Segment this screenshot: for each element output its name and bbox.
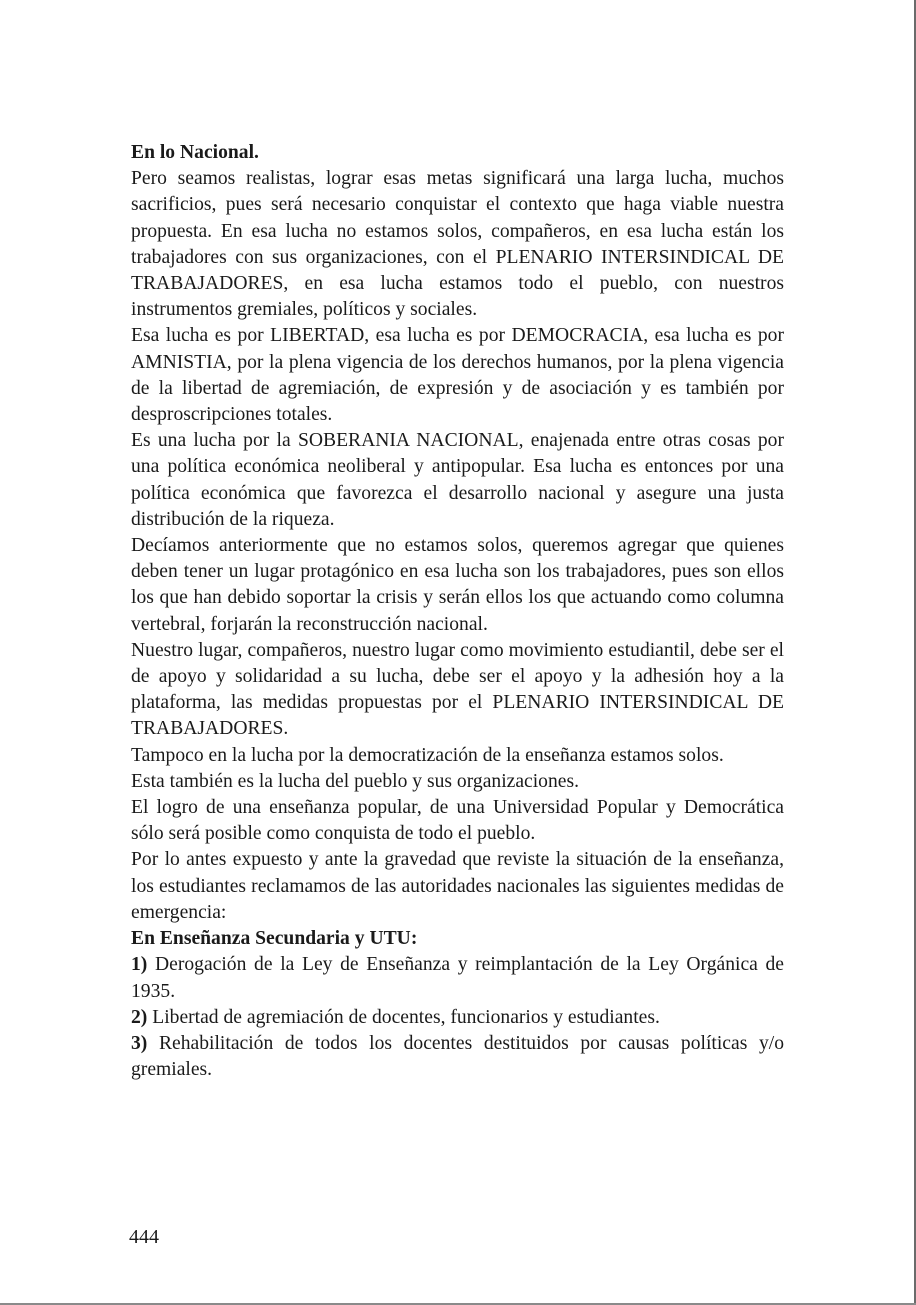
paragraph-1: Pero seamos realistas, lograr esas metas significará una larga lucha, muchos sacrificios, pues será necesario conquistar el contexto que haga viable nuestra propuesta. En esa lucha no estamos solos, compañeros, en esa lucha están los trabajadores con sus organizaciones, con el PLENARIO INTERSINDICAL DE TRABAJADORES, en esa lucha estamos todo el pueblo, con nuestros instrumentos gremiales, políticos y sociales. <box>131 168 784 321</box>
heading-nacional: En lo Nacional. <box>131 142 259 163</box>
paragraph-3: Es una lucha por la SOBERANIA NACIONAL, enajenada entre otras cosas por una política económica neoliberal y antipopular. Esa lucha es entonces por una política económica que favorezca el desarrollo nacional y asegure una justa distribución de la riqueza. <box>131 430 784 530</box>
paragraph-9: Por lo antes expuesto y ante la gravedad que reviste la situación de la enseñanza, los estudiantes reclamamos de las autoridades nacionales las siguientes medidas de emergencia: <box>131 849 784 923</box>
list-item-text: Libertad de agremiación de docentes, funcionarios y estudiantes. <box>152 1006 660 1028</box>
paragraph-5: Nuestro lugar, compañeros, nuestro lugar como movimiento estudiantil, debe ser el de apoyo y solidaridad a su lucha, debe ser el apoyo y la adhesión hoy a la plataforma, las medidas propuestas por el PLENARIO INTERSINDICAL DE TRABAJADORES. <box>131 639 784 740</box>
paragraph-2: Esa lucha es por LIBERTAD, esa lucha es por DEMOCRACIA, esa lucha es por AMNISTIA, por la plena vigencia de los derechos humanos, por la plena vigencia de la libertad de agremiación, de expresión y de asociación y es también por desproscripciones totales. <box>131 325 784 426</box>
list-item-text: Derogación de la Ley de Enseñanza y reimplantación de la Ley Orgánica de 1935. <box>131 954 785 1002</box>
page-number: 444 <box>129 1226 159 1248</box>
list-item-1 <box>131 952 784 1004</box>
heading-secundaria: En Enseñanza Secundaria y UTU: <box>131 928 418 950</box>
paragraph-7: Esta también es la lucha del pueblo y sus organizaciones. <box>131 770 579 792</box>
paragraph-6: Tampoco en la lucha por la democratización de la enseñanza estamos solos. <box>131 744 724 766</box>
list-item-number: 3) <box>131 1032 148 1054</box>
list-item-2 <box>131 1005 784 1031</box>
list-item-3 <box>131 1031 784 1083</box>
list-item-number: 1) <box>131 954 148 976</box>
body-text <box>131 140 784 1083</box>
paragraph-8: El logro de una enseñanza popular, de una Universidad Popular y Democrática sólo será posible como conquista de todo el pueblo. <box>131 797 784 845</box>
paragraph-4: Decíamos anteriormente que no estamos solos, queremos agregar que quienes deben tener un lugar protagónico en esa lucha son los trabajadores, pues son ellos los que han debido soportar la crisis y serán ellos los que actuando como columna vertebral, forjarán la reconstrucción nacional. <box>131 535 784 635</box>
list-item-text: Rehabilitación de todos los docentes destituidos por causas políticas y/o gremiales. <box>131 1032 784 1081</box>
list-item-number: 2) <box>131 1006 148 1028</box>
